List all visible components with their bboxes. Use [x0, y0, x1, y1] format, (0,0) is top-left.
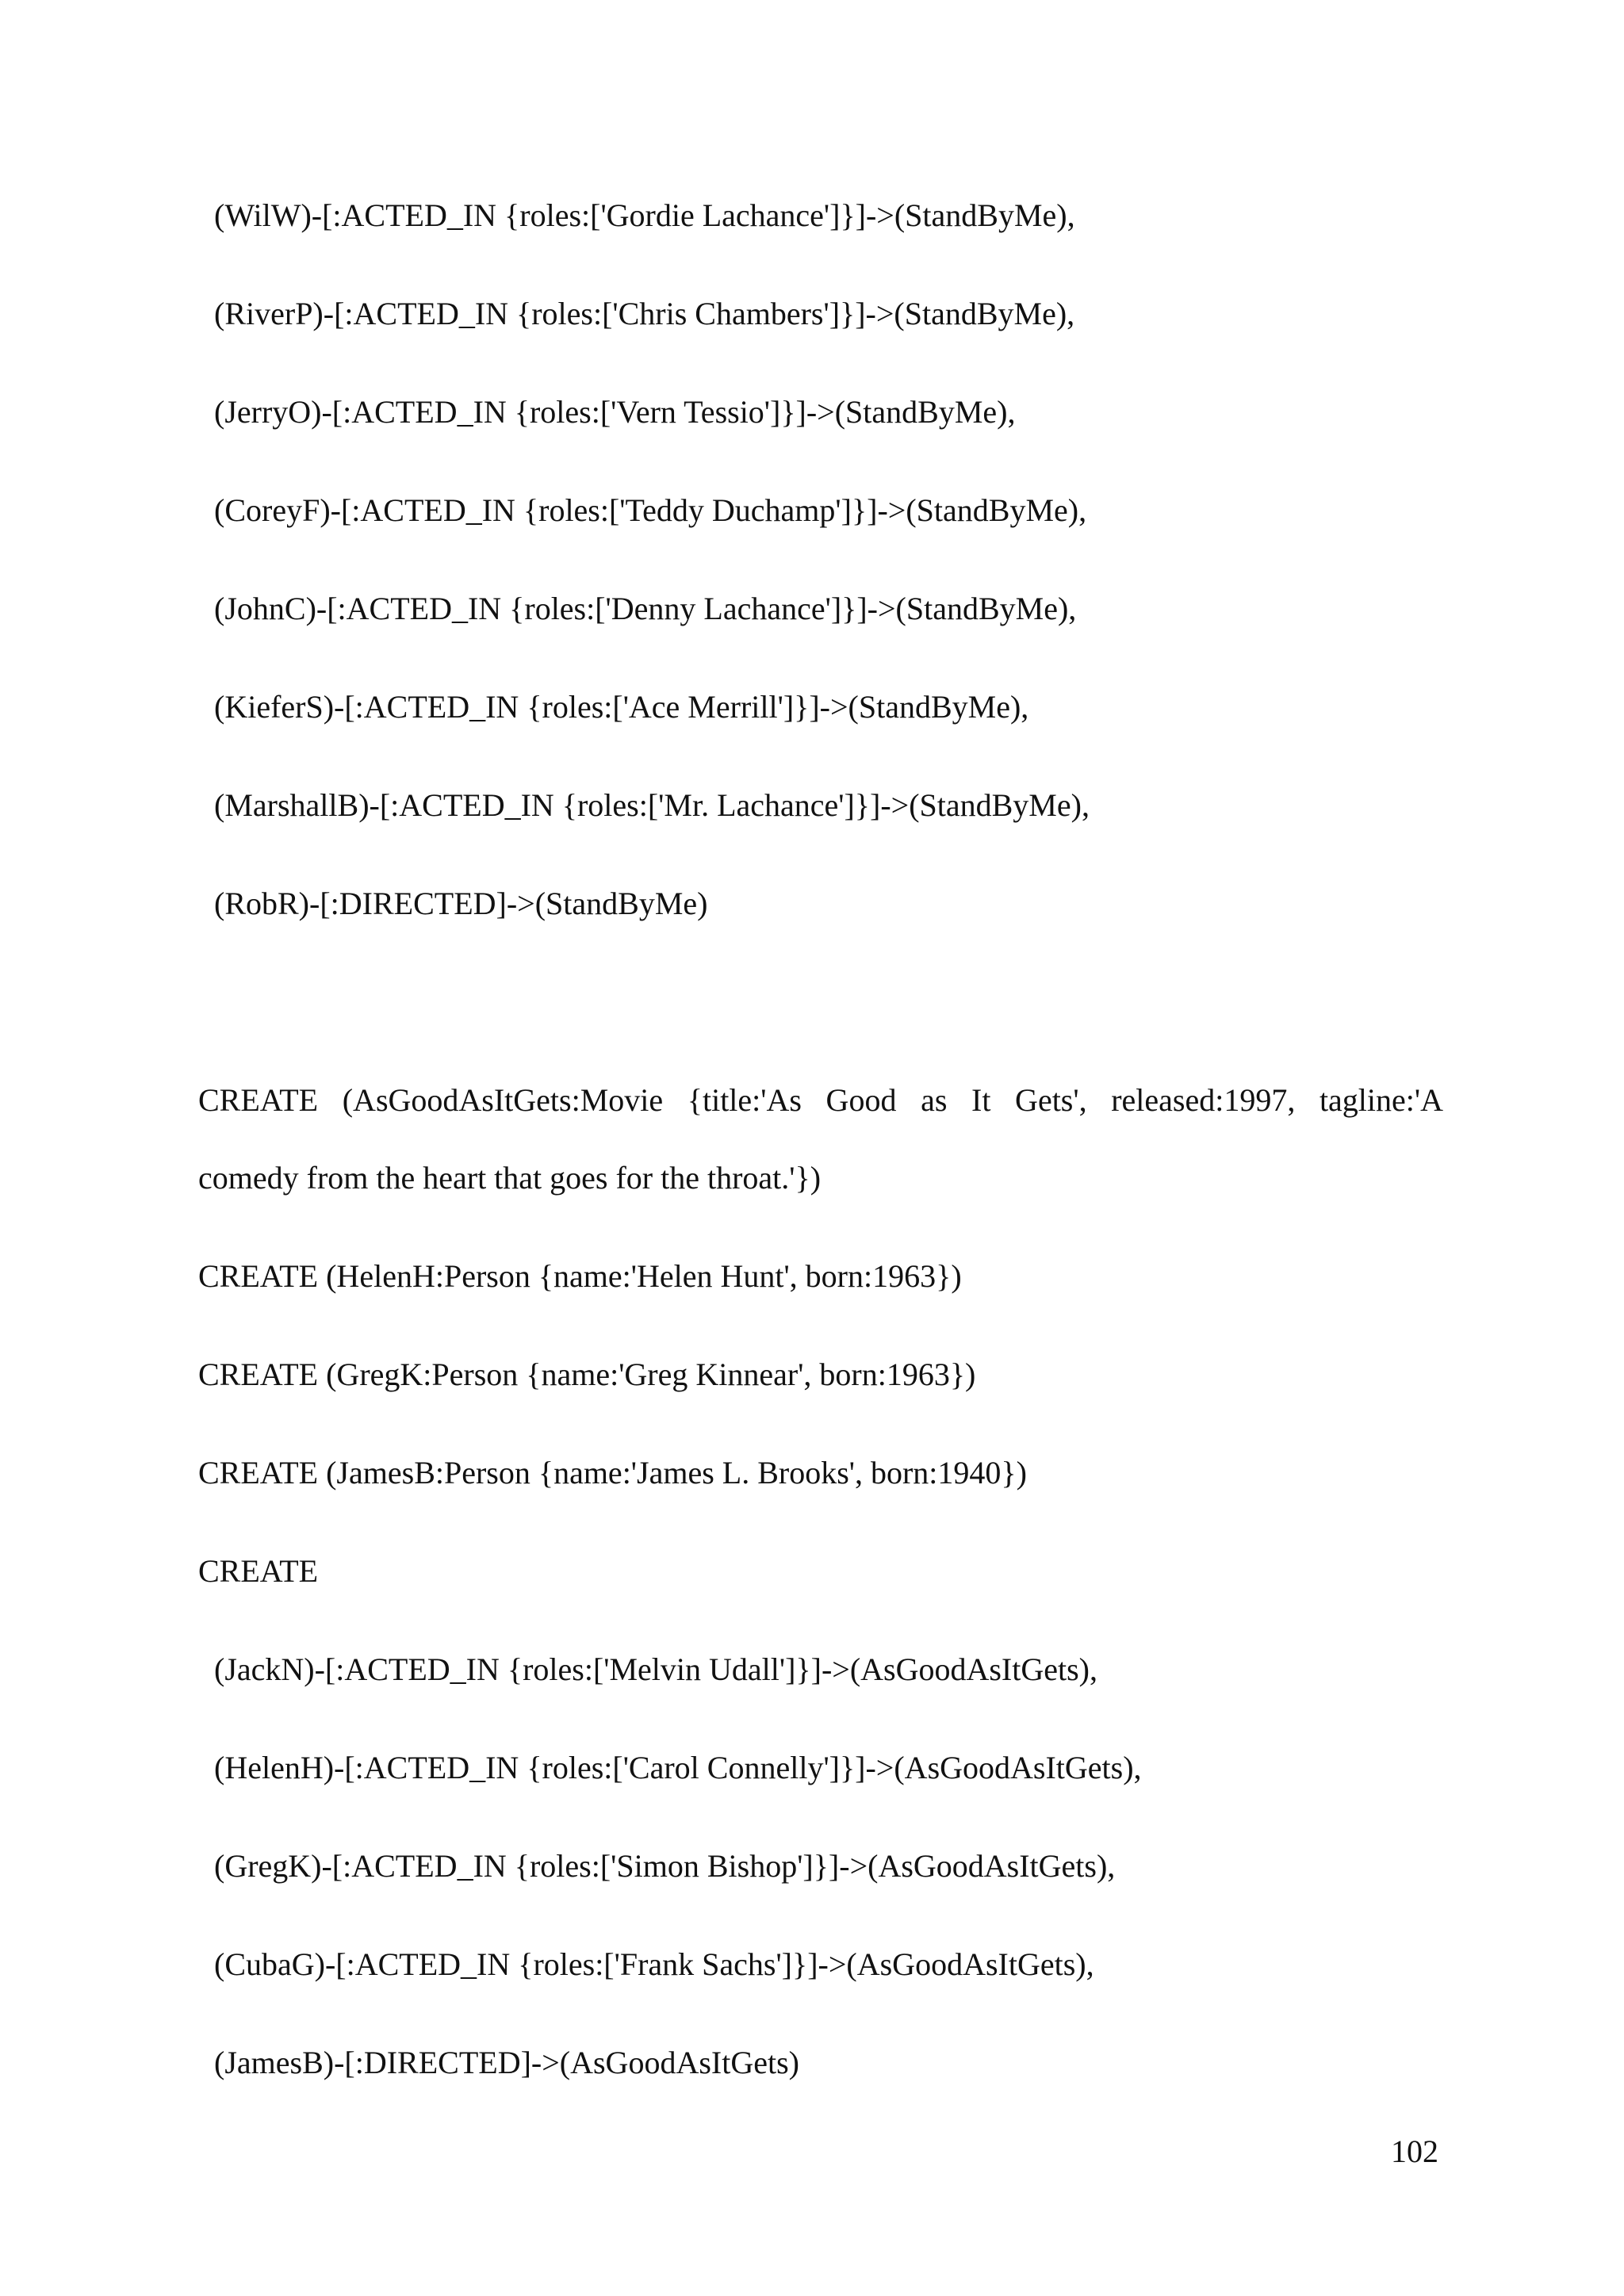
create-person-line: CREATE (GregK:Person {name:'Greg Kinnear', born:1963})	[198, 1357, 976, 1392]
create-person-line: CREATE (JamesB:Person {name:'James L. Brooks', born:1940})	[198, 1455, 1027, 1490]
code-line: (GregK)-[:ACTED_IN {roles:['Simon Bishop']}]->(AsGoodAsItGets),	[214, 1848, 1116, 1884]
create-movie-line: CREATE (AsGoodAsItGets:Movie {title:'As Good as It Gets', released:1997, tagline:'A	[198, 1082, 1443, 1118]
code-line: (MarshallB)-[:ACTED_IN {roles:['Mr. Lachance']}]->(StandByMe),	[214, 787, 1090, 823]
code-line: (JackN)-[:ACTED_IN {roles:['Melvin Udall']}]->(AsGoodAsItGets),	[214, 1651, 1098, 1687]
code-line: (JohnC)-[:ACTED_IN {roles:['Denny Lachance']}]->(StandByMe),	[214, 591, 1077, 626]
code-line: (CubaG)-[:ACTED_IN {roles:['Frank Sachs']}]->(AsGoodAsItGets),	[214, 1946, 1094, 1982]
create-person-line: CREATE (HelenH:Person {name:'Helen Hunt', born:1963})	[198, 1258, 962, 1294]
create-keyword-line: CREATE	[198, 1553, 319, 1589]
code-line: (CoreyF)-[:ACTED_IN {roles:['Teddy Duchamp']}]->(StandByMe),	[214, 492, 1087, 528]
code-line: (WilW)-[:ACTED_IN {roles:['Gordie Lachance']}]->(StandByMe),	[214, 197, 1075, 233]
code-line: (JamesB)-[:DIRECTED]->(AsGoodAsItGets)	[214, 2045, 799, 2080]
create-movie-line-continued: comedy from the heart that goes for the throat.'})	[198, 1160, 822, 1196]
code-line: (RiverP)-[:ACTED_IN {roles:['Chris Chambers']}]->(StandByMe),	[214, 296, 1075, 331]
code-line: (HelenH)-[:ACTED_IN {roles:['Carol Connelly']}]->(AsGoodAsItGets),	[214, 1750, 1142, 1785]
code-line: (JerryO)-[:ACTED_IN {roles:['Vern Tessio']}]->(StandByMe),	[214, 394, 1016, 430]
code-line: (RobR)-[:DIRECTED]->(StandByMe)	[214, 886, 708, 921]
code-line: (KieferS)-[:ACTED_IN {roles:['Ace Merrill']}]->(StandByMe),	[214, 689, 1029, 725]
page-number: 102	[1391, 2133, 1438, 2169]
